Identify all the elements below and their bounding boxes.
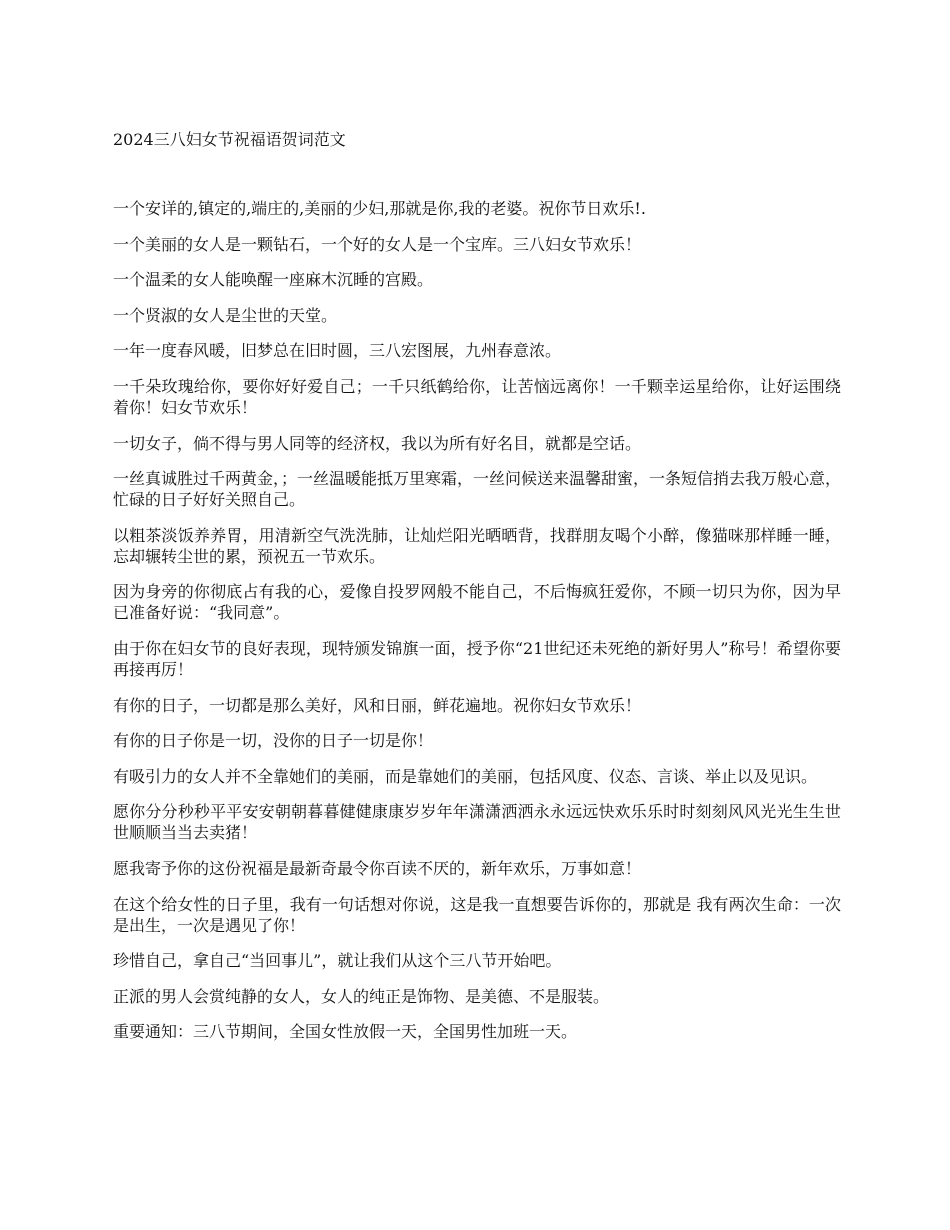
paragraph: 一个美丽的女人是一颗钻石，一个好的女人是一个宝库。三八妇女节欢乐！ — [113, 234, 642, 254]
paragraph: 有吸引力的女人并不全靠她们的美丽，而是靠她们的美丽，包括风度、仪态、言谈、举止以及见识。 — [113, 766, 818, 786]
paragraph: 由于你在妇女节的良好表现，现特颁发锦旗一面，授予你“21世纪还未死绝的新好男人”称号！希望你要再接再厉！ — [113, 638, 841, 679]
paragraph: 有你的日子你是一切，没你的日子一切是你！ — [113, 731, 434, 751]
paragraph: 愿你分分秒秒平平安安朝朝暮暮健健康康岁岁年年潇潇洒洒永永远远快欢乐乐时时刻刻风风光光生生世世顺顺当当去卖猪！ — [113, 802, 841, 843]
paragraph: 一千朵玫瑰给你，要你好好爱自己；一千只纸鹤给你，让苦恼远离你！一千颗幸运星给你，让好运围绕着你！妇女节欢乐！ — [113, 376, 841, 417]
paragraph: 一个温柔的女人能唤醒一座麻木沉睡的宫殿。 — [113, 270, 434, 290]
paragraph: 一切女子，倘不得与男人同等的经济权，我以为所有好名目，就都是空话。 — [113, 433, 642, 453]
document-body — [113, 198, 841, 1057]
paragraph: 一个贤淑的女人是尘世的天堂。 — [113, 305, 338, 325]
paragraph: 一年一度春风暖，旧梦总在旧时圆，三八宏图展，九州春意浓。 — [113, 341, 562, 361]
paragraph: 一个安详的,镇定的,端庄的,美丽的少妇,那就是你,我的老婆。祝你节日欢乐!. — [113, 199, 646, 218]
paragraph: 在这个给女性的日子里，我有一句话想对你说，这是我一直想要告诉你的，那就是 我有两次生命：一次是出生，一次是遇见了你！ — [113, 894, 841, 935]
paragraph: 珍惜自己，拿自己“当回事儿”，就让我们从这个三八节开始吧。 — [113, 951, 562, 971]
paragraph: 正派的男人会赏纯静的女人，女人的纯正是饰物、是美德、不是服装。 — [113, 986, 610, 1006]
paragraph: 因为身旁的你彻底占有我的心，爱像自投罗网般不能自己，不后悔疯狂爱你，不顾一切只为你，因为早已准备好说：“我同意”。 — [113, 582, 841, 623]
paragraph: 一丝真诚胜过千两黄金，；一丝温暖能抵万里寒霜，一丝问候送来温馨甜蜜，一条短信捎去我万般心意，忙碌的日子好好关照自己。 — [113, 469, 842, 510]
paragraph: 有你的日子，一切都是那么美好，风和日丽，鲜花遍地。祝你妇女节欢乐！ — [113, 695, 642, 715]
document-title: 2024三八妇女节祝福语贺词范文 — [113, 130, 346, 149]
paragraph: 以粗茶淡饭养养胃，用清新空气洗洗肺，让灿烂阳光晒晒背，找群朋友喝个小醉，像猫咪那样睡一睡，忘却辗转尘世的累，预祝五一节欢乐。 — [113, 525, 841, 566]
paragraph: 重要通知：三八节期间，全国女性放假一天，全国男性加班一天。 — [113, 1022, 578, 1042]
paragraph: 愿我寄予你的这份祝福是最新奇最令你百读不厌的，新年欢乐，万事如意！ — [113, 858, 642, 878]
